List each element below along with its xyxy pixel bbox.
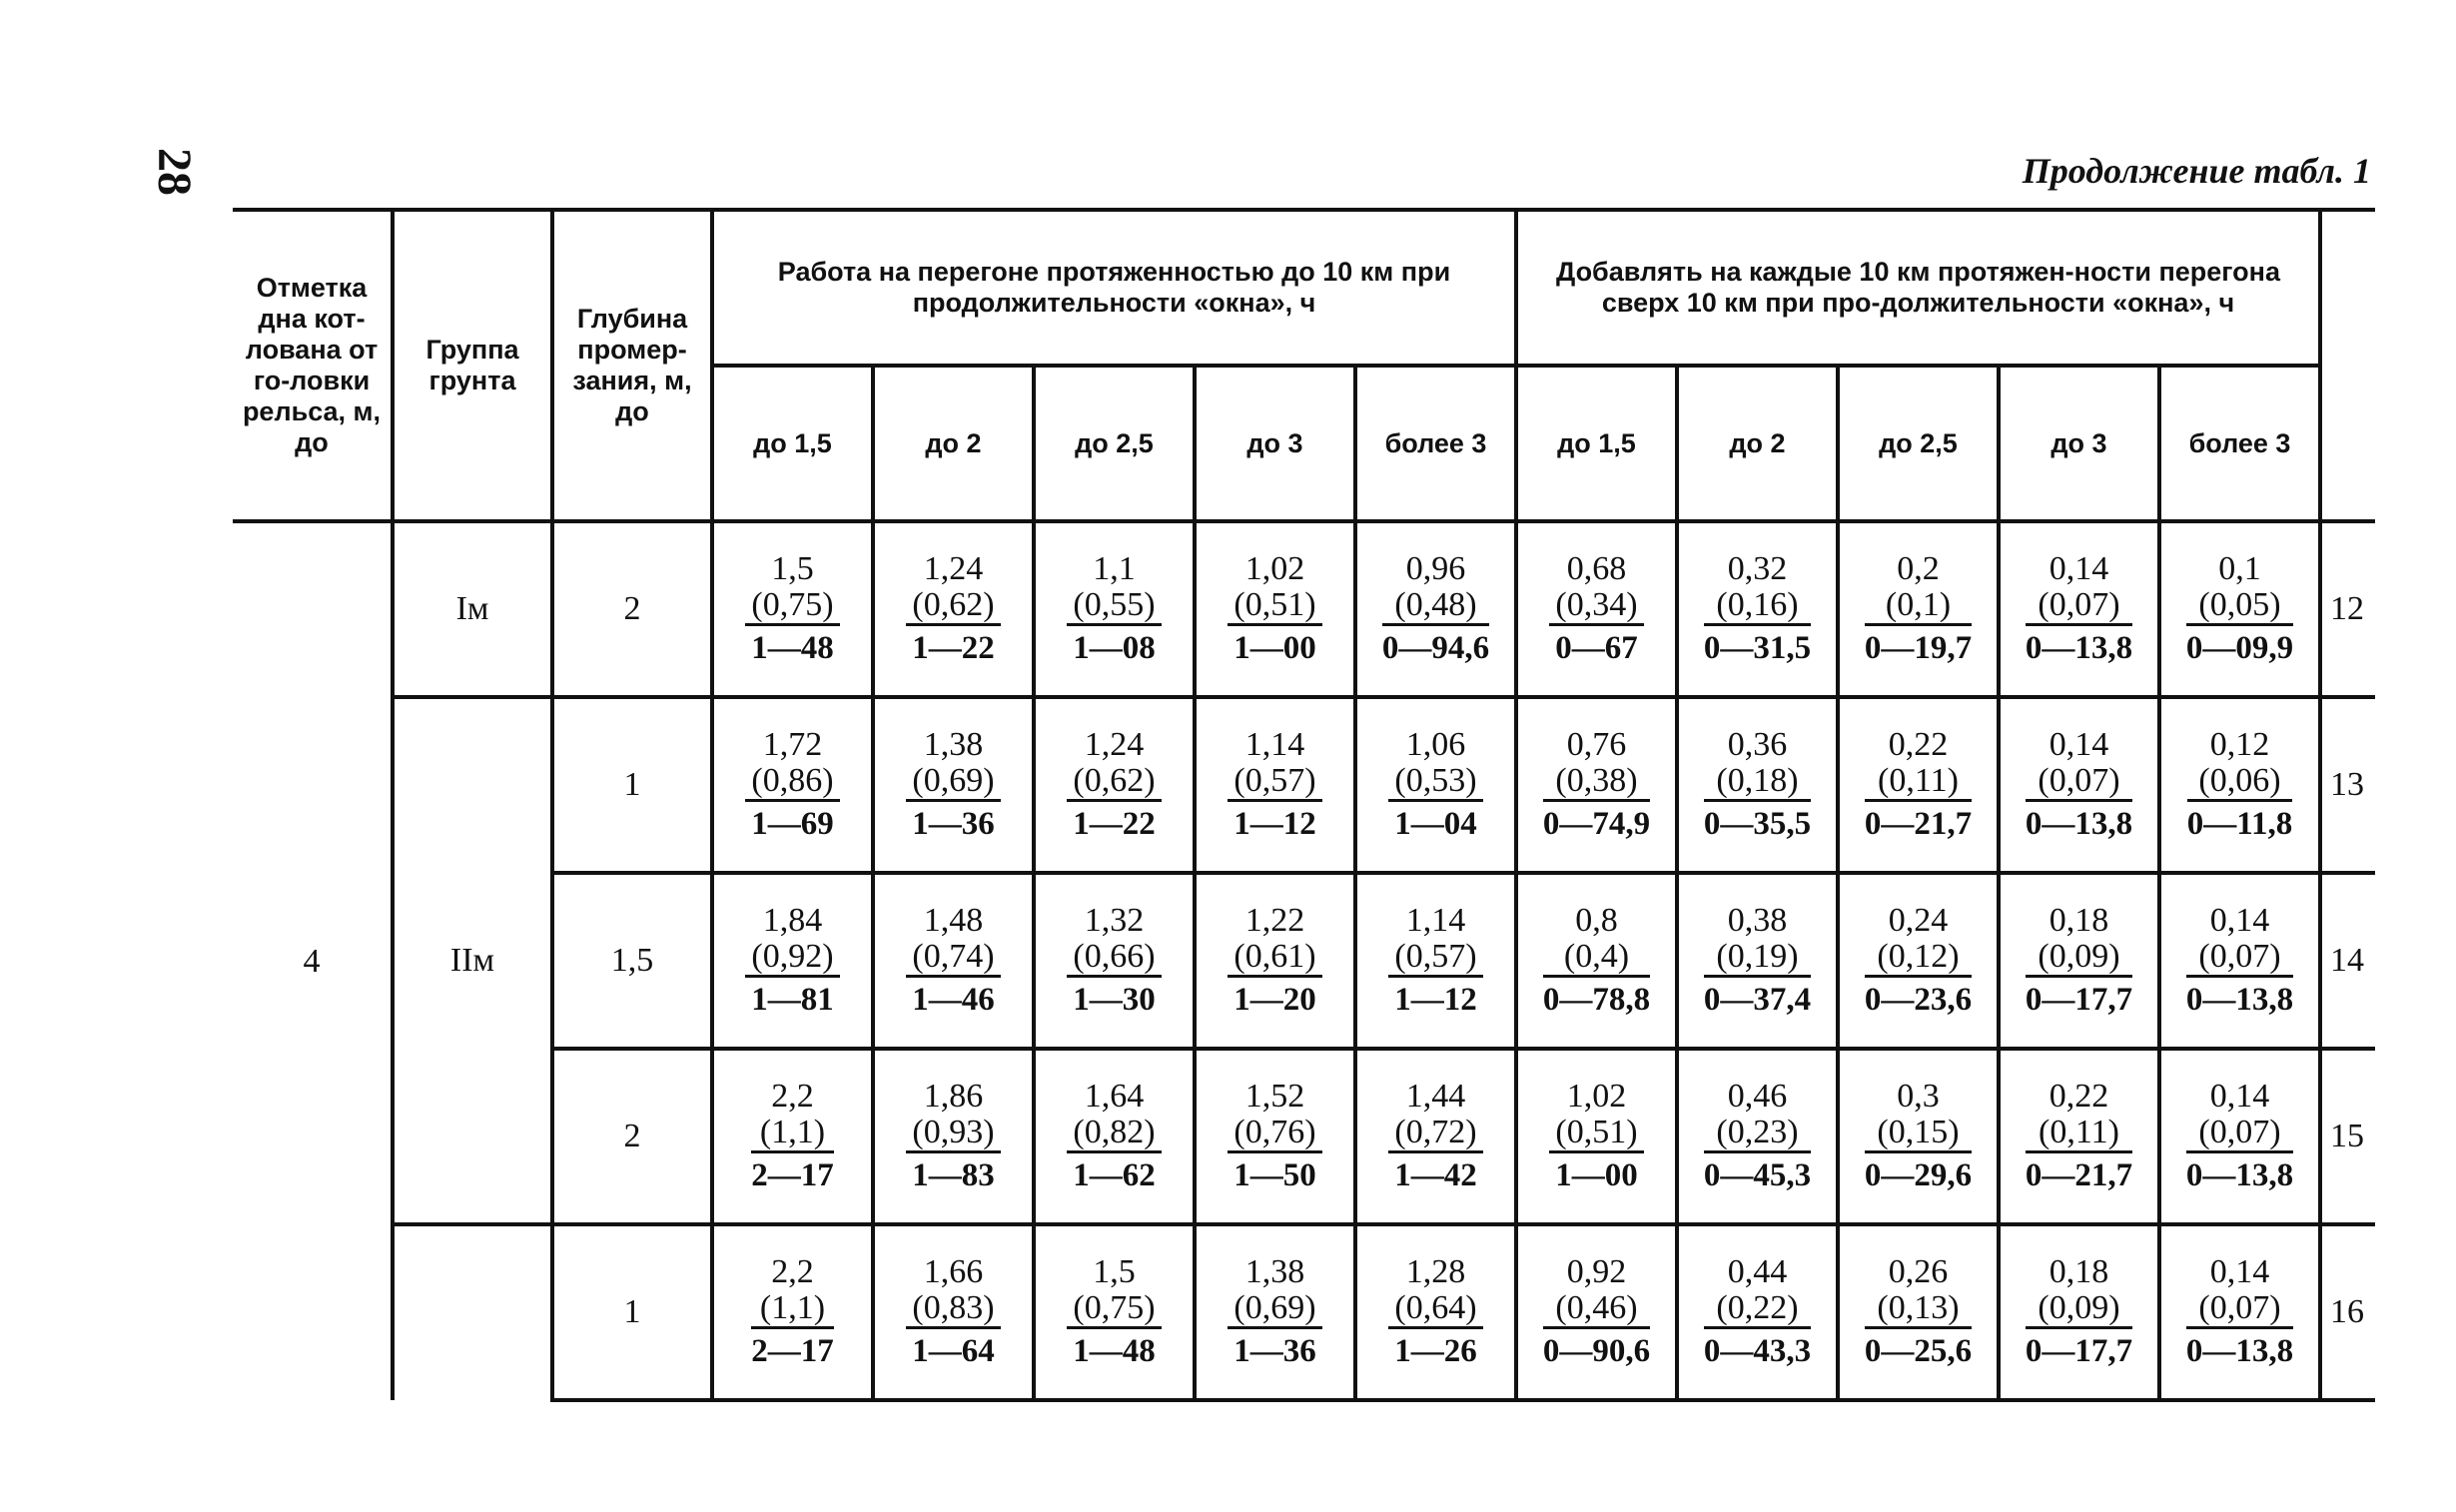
time-value: 0—21,7 bbox=[1864, 806, 1973, 842]
subheader-window-duration: до 2,5 bbox=[1838, 366, 1999, 521]
hours-value: 1,64 bbox=[1084, 1078, 1145, 1115]
machine-hours-value: (0,92) bbox=[745, 939, 839, 978]
machine-hours-value: (0,05) bbox=[2186, 587, 2293, 626]
value-cell bbox=[1034, 1049, 1195, 1224]
fraction-value bbox=[1067, 1254, 1161, 1369]
fraction-value bbox=[745, 903, 839, 1018]
hours-value: 0,1 bbox=[2218, 550, 2261, 587]
time-value: 1—48 bbox=[751, 630, 834, 666]
hours-value: 1,14 bbox=[1244, 726, 1305, 763]
table-row bbox=[233, 697, 2375, 873]
machine-hours-value: (0,46) bbox=[1543, 1290, 1650, 1329]
page-number: 28 bbox=[148, 148, 201, 196]
hours-value: 1,02 bbox=[1566, 1078, 1627, 1115]
machine-hours-value: (0,69) bbox=[906, 763, 1000, 802]
row-number: 15 bbox=[2320, 1049, 2375, 1224]
machine-hours-value: (0,75) bbox=[1067, 1290, 1161, 1329]
table-row bbox=[233, 1224, 2375, 1400]
hours-value: 1,1 bbox=[1093, 550, 1136, 587]
fraction-value bbox=[1543, 903, 1650, 1018]
fraction-value bbox=[751, 1079, 834, 1193]
fraction-value bbox=[1865, 1079, 1972, 1193]
value-cell bbox=[1838, 1224, 1999, 1400]
machine-hours-value: (0,72) bbox=[1388, 1115, 1482, 1153]
fraction-value bbox=[2026, 1079, 2132, 1193]
hours-value: 0,14 bbox=[2209, 1253, 2270, 1290]
value-cell bbox=[2159, 873, 2320, 1049]
hours-value: 1,28 bbox=[1405, 1253, 1466, 1290]
time-value: 1—12 bbox=[1233, 806, 1316, 842]
continuation-caption: Продолжение табл. 1 bbox=[2022, 151, 2371, 191]
value-cell bbox=[1838, 521, 1999, 697]
time-value: 0—19,7 bbox=[1864, 630, 1973, 666]
time-value: 1—42 bbox=[1394, 1157, 1477, 1193]
table-row bbox=[233, 873, 2375, 1049]
hours-value: 0,24 bbox=[1888, 902, 1949, 939]
value-cell bbox=[1195, 873, 1355, 1049]
value-cell bbox=[1195, 521, 1355, 697]
hours-value: 1,48 bbox=[923, 902, 984, 939]
hours-value: 1,32 bbox=[1084, 902, 1145, 939]
soil-group-cell: Iм bbox=[393, 521, 552, 697]
hours-value: 0,2 bbox=[1897, 550, 1940, 587]
machine-hours-value: (0,83) bbox=[906, 1290, 1000, 1329]
time-value: 1—00 bbox=[1555, 1157, 1638, 1193]
hours-value: 0,14 bbox=[2209, 1078, 2270, 1115]
fraction-value bbox=[1067, 551, 1161, 666]
machine-hours-value: (0,64) bbox=[1388, 1290, 1482, 1329]
hours-value: 0,46 bbox=[1727, 1078, 1788, 1115]
hours-value: 0,12 bbox=[2209, 726, 2270, 763]
subheader-window-duration: до 2 bbox=[1677, 366, 1838, 521]
time-value: 1—30 bbox=[1073, 982, 1156, 1018]
machine-hours-value: (0,4) bbox=[1543, 939, 1650, 978]
time-value: 0—94,6 bbox=[1381, 630, 1490, 666]
time-value: 1—64 bbox=[912, 1333, 995, 1369]
hours-value: 0,22 bbox=[2048, 1078, 2109, 1115]
time-value: 0—23,6 bbox=[1864, 982, 1973, 1018]
fraction-value bbox=[1549, 1079, 1643, 1193]
hours-value: 2,2 bbox=[771, 1078, 814, 1115]
time-value: 1—22 bbox=[1073, 806, 1156, 842]
value-cell bbox=[1034, 873, 1195, 1049]
fraction-value bbox=[1228, 1254, 1321, 1369]
elevation-cell: 4 bbox=[233, 521, 393, 1400]
fraction-value bbox=[1228, 1079, 1321, 1193]
row-number: 14 bbox=[2320, 873, 2375, 1049]
header-elevation: Отметка дна кот-лована от го-ловки рельса, м, до bbox=[233, 210, 393, 521]
header-soil-group: Группа грунта bbox=[393, 210, 552, 521]
header-work-up-to-10km: Работа на перегоне протяженностью до 10 км при продолжительности «окна», ч bbox=[712, 210, 1516, 366]
machine-hours-value: (0,76) bbox=[1228, 1115, 1321, 1153]
value-cell bbox=[873, 697, 1034, 873]
time-value: 0—35,5 bbox=[1703, 806, 1812, 842]
fraction-value bbox=[906, 903, 1000, 1018]
machine-hours-value: (0,69) bbox=[1228, 1290, 1321, 1329]
value-cell bbox=[1516, 873, 1677, 1049]
time-value: 0—29,6 bbox=[1864, 1157, 1973, 1193]
fraction-value bbox=[906, 551, 1000, 666]
fraction-value bbox=[1388, 1254, 1482, 1369]
subheader-window-duration: до 2,5 bbox=[1034, 366, 1195, 521]
value-cell bbox=[1677, 873, 1838, 1049]
time-value: 1—83 bbox=[912, 1157, 995, 1193]
machine-hours-value: (0,11) bbox=[2026, 1115, 2132, 1153]
subheader-window-duration: более 3 bbox=[2159, 366, 2320, 521]
value-cell bbox=[1838, 697, 1999, 873]
fraction-value bbox=[1704, 727, 1811, 842]
value-cell bbox=[1516, 1224, 1677, 1400]
fraction-value bbox=[745, 551, 839, 666]
hours-value: 1,38 bbox=[1244, 1253, 1305, 1290]
time-value: 1—00 bbox=[1233, 630, 1316, 666]
fraction-value bbox=[1228, 551, 1321, 666]
fraction-value bbox=[2186, 1254, 2293, 1369]
value-cell bbox=[1677, 521, 1838, 697]
fraction-value bbox=[2026, 1254, 2132, 1369]
time-value: 2—17 bbox=[751, 1333, 834, 1369]
fraction-value bbox=[1865, 551, 1972, 666]
fraction-value bbox=[2026, 551, 2132, 666]
fraction-value bbox=[906, 1079, 1000, 1193]
fraction-value bbox=[1228, 727, 1321, 842]
value-cell bbox=[1355, 521, 1516, 697]
subheader-window-duration: более 3 bbox=[1355, 366, 1516, 521]
time-value: 1—26 bbox=[1394, 1333, 1477, 1369]
hours-value: 0,76 bbox=[1566, 726, 1627, 763]
machine-hours-value: (0,07) bbox=[2186, 939, 2293, 978]
fraction-value bbox=[2026, 727, 2132, 842]
machine-hours-value: (0,34) bbox=[1549, 587, 1643, 626]
time-value: 0—09,9 bbox=[2185, 630, 2294, 666]
machine-hours-value: (0,09) bbox=[2026, 1290, 2132, 1329]
time-value: 1—04 bbox=[1394, 806, 1477, 842]
freezing-depth-cell: 2 bbox=[552, 1049, 712, 1224]
machine-hours-value: (0,1) bbox=[1865, 587, 1972, 626]
time-value: 1—36 bbox=[1233, 1333, 1316, 1369]
subheader-window-duration: до 1,5 bbox=[712, 366, 873, 521]
hours-value: 0,3 bbox=[1897, 1078, 1940, 1115]
header-rownum-spacer bbox=[2320, 210, 2375, 521]
hours-value: 0,92 bbox=[1566, 1253, 1627, 1290]
fraction-value bbox=[1704, 1254, 1811, 1369]
machine-hours-value: (0,22) bbox=[1704, 1290, 1811, 1329]
time-value: 1—46 bbox=[912, 982, 995, 1018]
row-number: 12 bbox=[2320, 521, 2375, 697]
time-value: 0—31,5 bbox=[1703, 630, 1812, 666]
time-value: 1—48 bbox=[1073, 1333, 1156, 1369]
value-cell bbox=[1999, 697, 2159, 873]
hours-value: 0,14 bbox=[2209, 902, 2270, 939]
value-cell bbox=[1195, 1049, 1355, 1224]
fraction-value bbox=[1543, 1254, 1650, 1369]
time-value: 0—74,9 bbox=[1542, 806, 1651, 842]
value-cell bbox=[1034, 521, 1195, 697]
value-cell bbox=[712, 697, 873, 873]
fraction-value bbox=[2026, 903, 2132, 1018]
fraction-value bbox=[1549, 551, 1643, 666]
hours-value: 1,38 bbox=[923, 726, 984, 763]
data-table bbox=[233, 208, 2375, 1402]
value-cell bbox=[1677, 697, 1838, 873]
data-table-wrapper bbox=[233, 208, 2375, 1402]
fraction-value bbox=[1067, 903, 1161, 1018]
value-cell bbox=[1838, 1049, 1999, 1224]
fraction-value bbox=[1865, 727, 1972, 842]
fraction-value bbox=[1543, 727, 1650, 842]
machine-hours-value: (0,53) bbox=[1388, 763, 1482, 802]
hours-value: 2,2 bbox=[771, 1253, 814, 1290]
hours-value: 0,32 bbox=[1727, 550, 1788, 587]
hours-value: 1,52 bbox=[1244, 1078, 1305, 1115]
machine-hours-value: (0,09) bbox=[2026, 939, 2132, 978]
fraction-value bbox=[745, 727, 839, 842]
hours-value: 1,44 bbox=[1405, 1078, 1466, 1115]
value-cell bbox=[1034, 697, 1195, 873]
machine-hours-value: (0,06) bbox=[2187, 763, 2292, 802]
value-cell bbox=[1034, 1224, 1195, 1400]
time-value: 0—17,7 bbox=[2025, 1333, 2133, 1369]
value-cell bbox=[1999, 1224, 2159, 1400]
value-cell bbox=[2159, 1224, 2320, 1400]
row-number: 13 bbox=[2320, 697, 2375, 873]
value-cell bbox=[1516, 521, 1677, 697]
hours-value: 1,72 bbox=[762, 726, 823, 763]
value-cell bbox=[873, 1224, 1034, 1400]
hours-value: 0,38 bbox=[1727, 902, 1788, 939]
machine-hours-value: (0,07) bbox=[2186, 1290, 2293, 1329]
hours-value: 0,18 bbox=[2048, 1253, 2109, 1290]
hours-value: 0,8 bbox=[1575, 902, 1618, 939]
fraction-value bbox=[1388, 903, 1482, 1018]
value-cell bbox=[1355, 873, 1516, 1049]
header-add-per-10km: Добавлять на каждые 10 км протяжен-ности перегона сверх 10 км при про-должительности «окна», ч bbox=[1516, 210, 2320, 366]
row-number: 16 bbox=[2320, 1224, 2375, 1400]
freezing-depth-cell: 1 bbox=[552, 697, 712, 873]
fraction-value bbox=[906, 727, 1000, 842]
hours-value: 1,02 bbox=[1244, 550, 1305, 587]
hours-value: 1,84 bbox=[762, 902, 823, 939]
fraction-value bbox=[1388, 727, 1482, 842]
header-freezing-depth: Глубина промер-зания, м, до bbox=[552, 210, 712, 521]
time-value: 0—67 bbox=[1555, 630, 1638, 666]
machine-hours-value: (0,86) bbox=[745, 763, 839, 802]
value-cell bbox=[1195, 697, 1355, 873]
hours-value: 0,68 bbox=[1566, 550, 1627, 587]
fraction-value bbox=[1067, 1079, 1161, 1193]
fraction-value bbox=[2186, 903, 2293, 1018]
time-value: 0—13,8 bbox=[2025, 806, 2133, 842]
time-value: 1—62 bbox=[1073, 1157, 1156, 1193]
value-cell bbox=[1999, 521, 2159, 697]
value-cell bbox=[1195, 1224, 1355, 1400]
hours-value: 0,44 bbox=[1727, 1253, 1788, 1290]
fraction-value bbox=[1067, 727, 1161, 842]
time-value: 1—22 bbox=[912, 630, 995, 666]
hours-value: 0,14 bbox=[2048, 550, 2109, 587]
machine-hours-value: (0,07) bbox=[2026, 587, 2132, 626]
fraction-value bbox=[1865, 1254, 1972, 1369]
machine-hours-value: (0,51) bbox=[1549, 1115, 1643, 1153]
value-cell bbox=[1677, 1049, 1838, 1224]
time-value: 0—45,3 bbox=[1703, 1157, 1812, 1193]
hours-value: 0,22 bbox=[1888, 726, 1949, 763]
hours-value: 0,26 bbox=[1888, 1253, 1949, 1290]
value-cell bbox=[712, 1049, 873, 1224]
machine-hours-value: (0,18) bbox=[1704, 763, 1811, 802]
time-value: 1—36 bbox=[912, 806, 995, 842]
subheader-window-duration: до 2 bbox=[873, 366, 1034, 521]
time-value: 0—13,8 bbox=[2185, 982, 2294, 1018]
table-row bbox=[233, 1049, 2375, 1224]
value-cell bbox=[1999, 873, 2159, 1049]
value-cell bbox=[873, 873, 1034, 1049]
machine-hours-value: (0,07) bbox=[2186, 1115, 2293, 1153]
subheader-window-duration: до 1,5 bbox=[1516, 366, 1677, 521]
time-value: 0—17,7 bbox=[2025, 982, 2133, 1018]
fraction-value bbox=[1382, 551, 1489, 666]
time-value: 2—17 bbox=[751, 1157, 834, 1193]
value-cell bbox=[2159, 697, 2320, 873]
machine-hours-value: (0,12) bbox=[1865, 939, 1972, 978]
fraction-value bbox=[2186, 551, 2293, 666]
time-value: 1—20 bbox=[1233, 982, 1316, 1018]
hours-value: 1,5 bbox=[771, 550, 814, 587]
machine-hours-value: (0,61) bbox=[1228, 939, 1321, 978]
hours-value: 0,18 bbox=[2048, 902, 2109, 939]
hours-value: 0,14 bbox=[2048, 726, 2109, 763]
value-cell bbox=[1355, 1049, 1516, 1224]
machine-hours-value: (0,62) bbox=[906, 587, 1000, 626]
value-cell bbox=[1355, 697, 1516, 873]
value-cell bbox=[1516, 697, 1677, 873]
time-value: 0—37,4 bbox=[1703, 982, 1812, 1018]
fraction-value bbox=[2186, 1079, 2293, 1193]
machine-hours-value: (0,75) bbox=[745, 587, 839, 626]
freezing-depth-cell: 1 bbox=[552, 1224, 712, 1400]
machine-hours-value: (0,66) bbox=[1067, 939, 1161, 978]
value-cell bbox=[1838, 873, 1999, 1049]
value-cell bbox=[2159, 1049, 2320, 1224]
time-value: 1—69 bbox=[751, 806, 834, 842]
time-value: 0—11,8 bbox=[2186, 806, 2293, 842]
fraction-value bbox=[1228, 903, 1321, 1018]
hours-value: 1,24 bbox=[923, 550, 984, 587]
fraction-value bbox=[1704, 903, 1811, 1018]
machine-hours-value: (0,11) bbox=[1865, 763, 1972, 802]
fraction-value bbox=[1704, 1079, 1811, 1193]
machine-hours-value: (0,93) bbox=[906, 1115, 1000, 1153]
hours-value: 1,5 bbox=[1093, 1253, 1136, 1290]
fraction-value bbox=[2187, 727, 2292, 842]
fraction-value bbox=[1865, 903, 1972, 1018]
time-value: 0—90,6 bbox=[1542, 1333, 1651, 1369]
fraction-value bbox=[751, 1254, 834, 1369]
machine-hours-value: (0,15) bbox=[1865, 1115, 1972, 1153]
machine-hours-value: (0,57) bbox=[1388, 939, 1482, 978]
machine-hours-value: (0,51) bbox=[1228, 587, 1321, 626]
machine-hours-value: (0,07) bbox=[2026, 763, 2132, 802]
value-cell bbox=[2159, 521, 2320, 697]
machine-hours-value: (0,62) bbox=[1067, 763, 1161, 802]
machine-hours-value: (0,48) bbox=[1382, 587, 1489, 626]
machine-hours-value: (0,57) bbox=[1228, 763, 1321, 802]
value-cell bbox=[1677, 1224, 1838, 1400]
value-cell bbox=[873, 521, 1034, 697]
subheader-window-duration: до 3 bbox=[1999, 366, 2159, 521]
freezing-depth-cell: 1,5 bbox=[552, 873, 712, 1049]
time-value: 0—43,3 bbox=[1703, 1333, 1812, 1369]
machine-hours-value: (0,16) bbox=[1704, 587, 1811, 626]
time-value: 1—12 bbox=[1394, 982, 1477, 1018]
time-value: 1—50 bbox=[1233, 1157, 1316, 1193]
machine-hours-value: (1,1) bbox=[751, 1290, 834, 1329]
machine-hours-value: (0,13) bbox=[1865, 1290, 1972, 1329]
hours-value: 1,22 bbox=[1244, 902, 1305, 939]
time-value: 1—81 bbox=[751, 982, 834, 1018]
soil-group-cell: IIм bbox=[393, 697, 552, 1224]
value-cell bbox=[1999, 1049, 2159, 1224]
machine-hours-value: (0,23) bbox=[1704, 1115, 1811, 1153]
machine-hours-value: (0,19) bbox=[1704, 939, 1811, 978]
value-cell bbox=[873, 1049, 1034, 1224]
machine-hours-value: (0,82) bbox=[1067, 1115, 1161, 1153]
fraction-value bbox=[1704, 551, 1811, 666]
machine-hours-value: (0,74) bbox=[906, 939, 1000, 978]
time-value: 0—25,6 bbox=[1864, 1333, 1973, 1369]
hours-value: 1,86 bbox=[923, 1078, 984, 1115]
hours-value: 1,66 bbox=[923, 1253, 984, 1290]
time-value: 1—08 bbox=[1073, 630, 1156, 666]
freezing-depth-cell: 2 bbox=[552, 521, 712, 697]
time-value: 0—13,8 bbox=[2025, 630, 2133, 666]
machine-hours-value: (1,1) bbox=[751, 1115, 834, 1153]
soil-group-cell bbox=[393, 1224, 552, 1400]
hours-value: 1,14 bbox=[1405, 902, 1466, 939]
hours-value: 0,96 bbox=[1405, 550, 1466, 587]
time-value: 0—13,8 bbox=[2185, 1333, 2294, 1369]
value-cell bbox=[712, 521, 873, 697]
machine-hours-value: (0,38) bbox=[1543, 763, 1650, 802]
value-cell bbox=[1516, 1049, 1677, 1224]
value-cell bbox=[712, 873, 873, 1049]
hours-value: 1,24 bbox=[1084, 726, 1145, 763]
hours-value: 0,36 bbox=[1727, 726, 1788, 763]
time-value: 0—21,7 bbox=[2025, 1157, 2133, 1193]
table-row bbox=[233, 521, 2375, 697]
subheader-window-duration: до 3 bbox=[1195, 366, 1355, 521]
value-cell bbox=[712, 1224, 873, 1400]
time-value: 0—78,8 bbox=[1542, 982, 1651, 1018]
machine-hours-value: (0,55) bbox=[1067, 587, 1161, 626]
value-cell bbox=[1355, 1224, 1516, 1400]
fraction-value bbox=[1388, 1079, 1482, 1193]
hours-value: 1,06 bbox=[1405, 726, 1466, 763]
time-value: 0—13,8 bbox=[2185, 1157, 2294, 1193]
fraction-value bbox=[906, 1254, 1000, 1369]
